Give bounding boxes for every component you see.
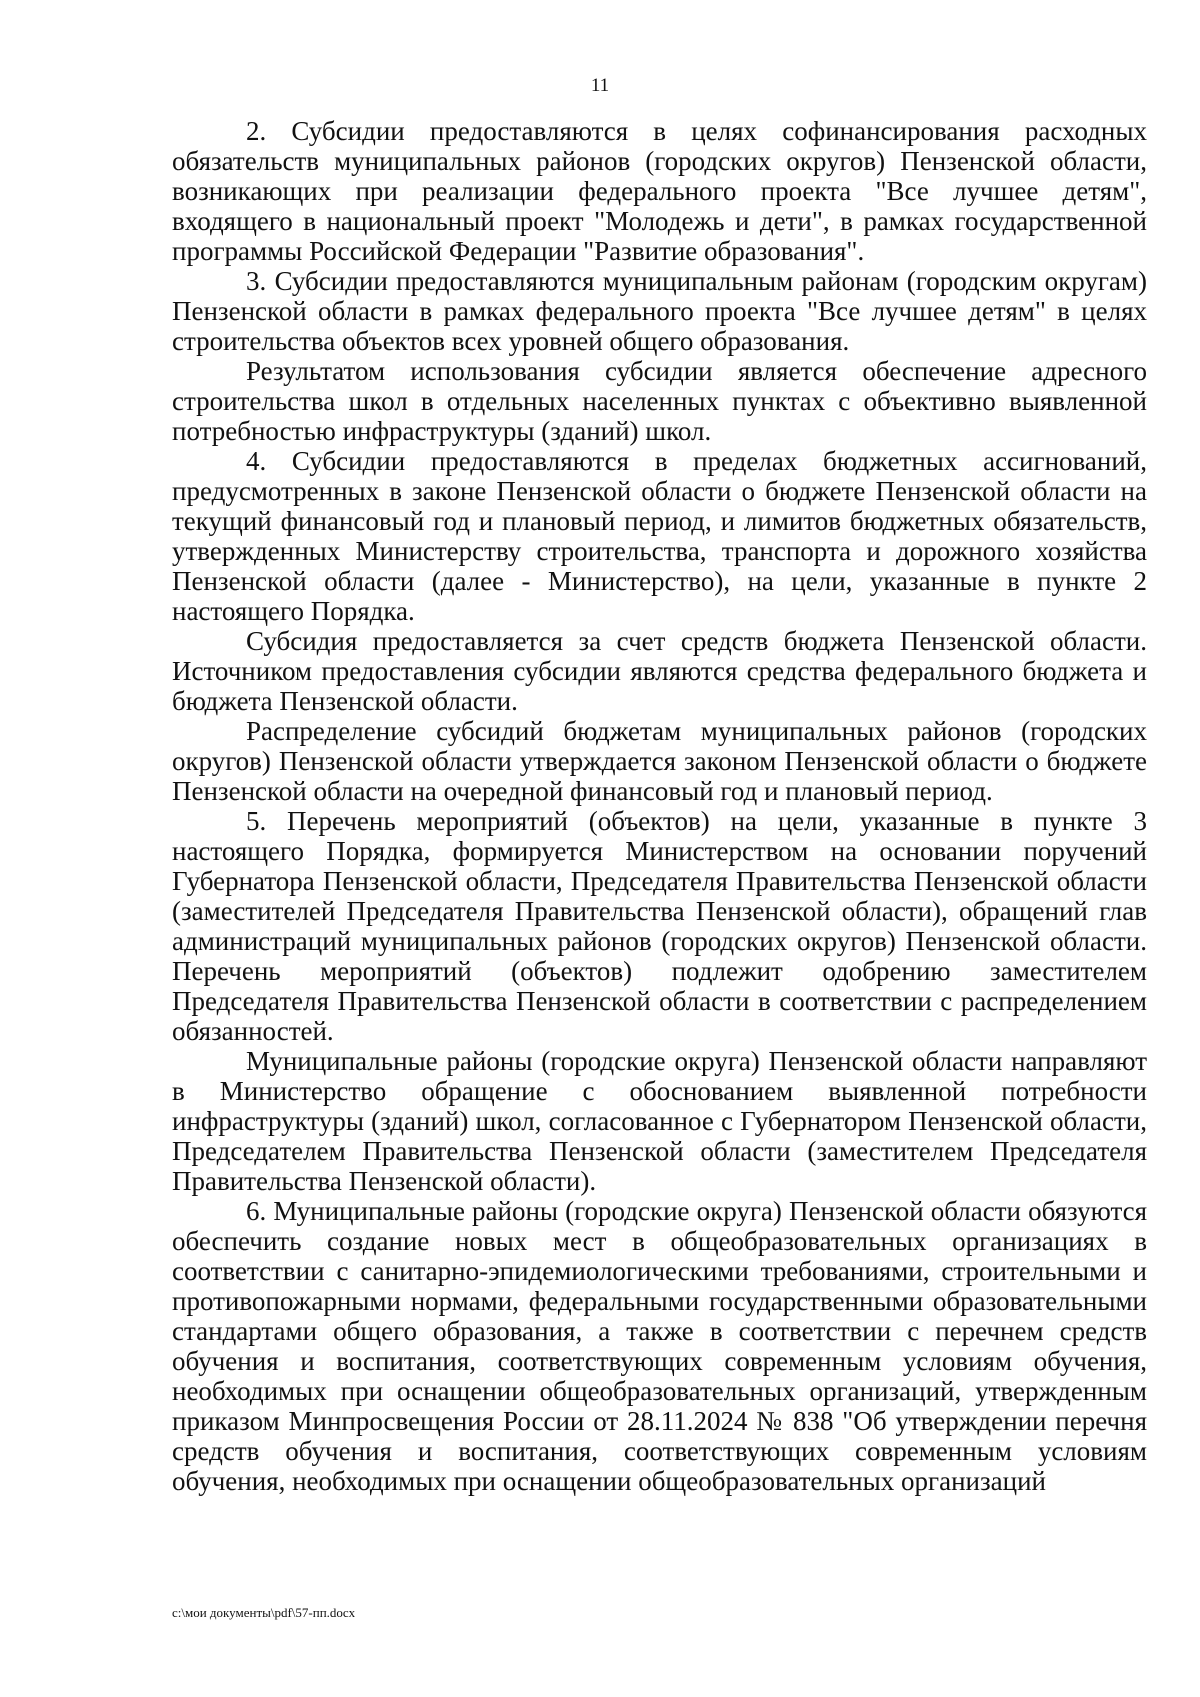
document-body [172, 116, 1147, 1496]
paragraph-3-subsidy-recipients: 3. Субсидии предоставляются муниципальным районам (городским округам) Пензенской области в рамках федерального проекта "Все лучшее детям" в целях строительства объектов всех уровней общего образования. [172, 266, 1147, 356]
paragraph-5-project-list: 5. Перечень мероприятий (объектов) на цели, указанные в пункте 3 настоящего Порядка, формируется Министерством на основании поручений Губернатора Пензенской области, Председателя Правительства Пензенской области (заместителей Председателя Правительства Пензенской области), обращений глав администраций муниципальных районов (городских округов) Пензенской области. Перечень мероприятий (объектов) подлежит одобрению заместителем Председателя Правительства Пензенской области в соответствии с распределением обязанностей. [172, 806, 1147, 1046]
footer-file-path: c:\мои документы\pdf\57-пп.docx [172, 1605, 356, 1620]
paragraph-subsidy-source: Субсидия предоставляется за счет средств бюджета Пензенской области. Источником предоставления субсидии являются средства федерального бюджета и бюджета Пензенской области. [172, 626, 1147, 716]
paragraph-2-subsidy-purpose: 2. Субсидии предоставляются в целях софинансирования расходных обязательств муниципальных районов (городских округов) Пензенской области, возникающих при реализации федерального проекта "Все лучшее детям", входящего в национальный проект "Молодежь и дети", в рамках государственной программы Российской Федерации "Развитие образования". [172, 116, 1147, 266]
paragraph-municipal-request: Муниципальные районы (городские округа) Пензенской области направляют в Министерство обращение с обоснованием выявленной потребности инфраструктуры (зданий) школ, согласованное с Губернатором Пензенской области, Председателем Правительства Пензенской области (заместителем Председателя Правительства Пензенской области). [172, 1046, 1147, 1196]
paragraph-subsidy-result: Результатом использования субсидии является обеспечение адресного строительства школ в отдельных населенных пунктах с объективно выявленной потребностью инфраструктуры (зданий) школ. [172, 356, 1147, 446]
paragraph-subsidy-distribution: Распределение субсидий бюджетам муниципальных районов (городских округов) Пензенской области утверждается законом Пензенской области о бюджете Пензенской области на очередной финансовый год и плановый период. [172, 716, 1147, 806]
paragraph-6-municipal-obligations: 6. Муниципальные районы (городские округа) Пензенской области обязуются обеспечить создание новых мест в общеобразовательных организациях в соответствии с санитарно-эпидемиологическими требованиями, строительными и противопожарными нормами, федеральными государственными образовательными стандартами общего образования, а также в соответствии с перечнем средств обучения и воспитания, соответствующих современным условиям обучения, необходимых при оснащении общеобразовательных организаций, утвержденным приказом Минпросвещения России от 28.11.2024 № 838 "Об утверждении перечня средств обучения и воспитания, соответствующих современным условиям обучения, необходимых при оснащении общеобразовательных организаций [172, 1196, 1147, 1496]
paragraph-4-budget-limits: 4. Субсидии предоставляются в пределах бюджетных ассигнований, предусмотренных в законе Пензенской области о бюджете Пензенской области на текущий финансовый год и плановый период, и лимитов бюджетных обязательств, утвержденных Министерству строительства, транспорта и дорожного хозяйства Пензенской области (далее - Министерство), на цели, указанные в пункте 2 настоящего Порядка. [172, 446, 1147, 626]
page-number: 11 [590, 75, 610, 96]
